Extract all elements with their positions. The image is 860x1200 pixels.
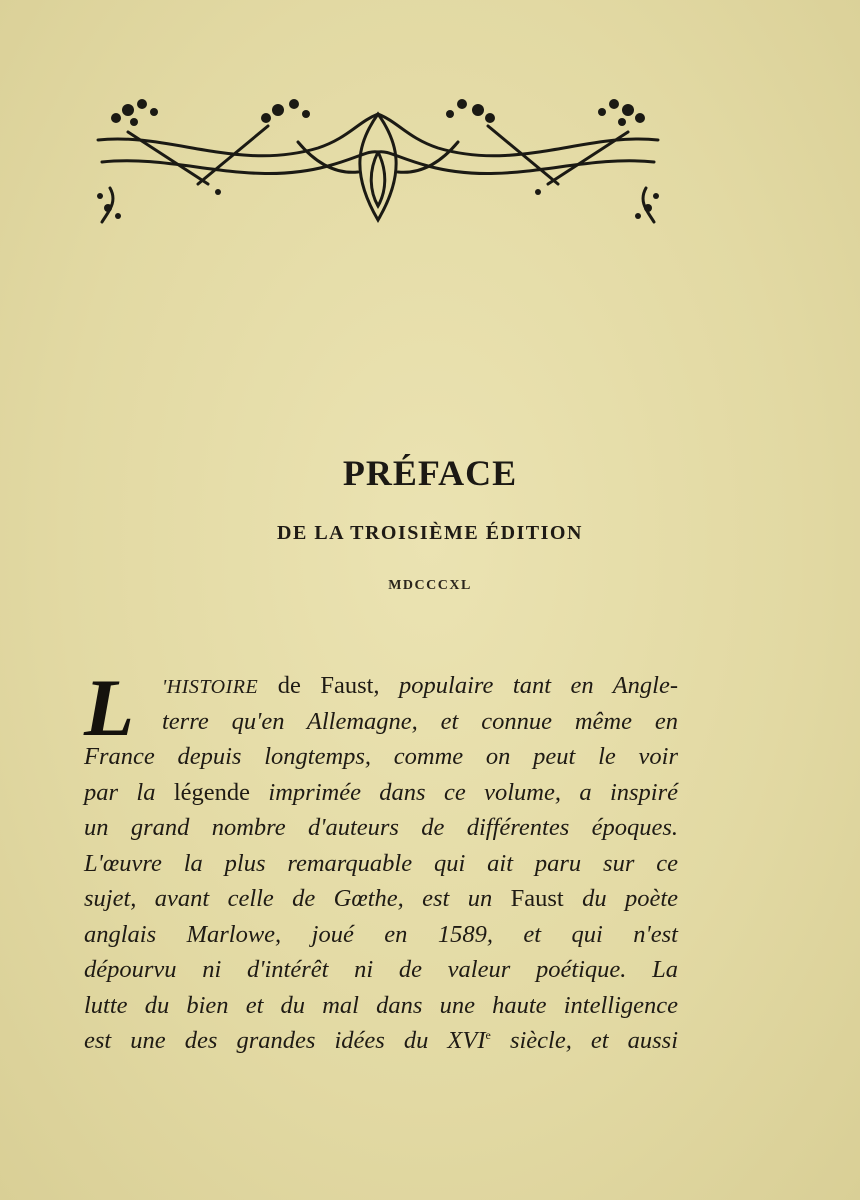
- roman-word: de: [277, 672, 301, 699]
- italic-text: imprimée dans ce volume, a inspiré: [268, 778, 679, 806]
- text-line: dépourvu ni d'intérêt ni de valeur poétique. La: [84, 956, 678, 983]
- italic-text: est une des grandes idées du XVI: [84, 1027, 486, 1054]
- italic-text: sujet, avant celle de Gœthe, est un: [84, 885, 493, 912]
- text-line: [84, 881, 678, 917]
- text-line: anglais Marlowe, joué en 1589, et qui n'est: [84, 920, 678, 948]
- roman-word: légende: [173, 778, 251, 806]
- italic-text: siècle, et aussi: [509, 1027, 679, 1054]
- preface-paragraph: [84, 662, 679, 1059]
- text-line: [84, 668, 678, 704]
- roman-word: Faust: [510, 885, 564, 912]
- text-line: [84, 775, 678, 811]
- page-subtitle: DE LA TROISIÈME ÉDITION: [277, 522, 583, 544]
- italic-text: du poète: [582, 885, 679, 912]
- edition-date: MDCCCXL: [388, 578, 472, 593]
- text-line: un grand nombre d'auteurs de différentes époques.: [84, 814, 678, 841]
- text-line: terre qu'en Allemagne, et connue même en: [162, 707, 678, 735]
- floral-headpiece-ornament: [88, 92, 668, 232]
- roman-word: Faust,: [320, 672, 380, 699]
- italic-text: populaire tant en Angle-: [399, 672, 678, 699]
- text-line: L'œuvre la plus remarquable qui ait paru sur ce: [84, 849, 678, 877]
- small-caps-word: 'HISTOIRE: [162, 676, 259, 698]
- superscript: e: [485, 1027, 491, 1042]
- text-line: [84, 1023, 678, 1059]
- text-line: France depuis longtemps, comme on peut le voir: [84, 743, 678, 770]
- italic-text: par la: [84, 778, 156, 806]
- drop-cap-letter: L: [84, 662, 135, 753]
- page-title: PRÉFACE: [342, 453, 518, 493]
- text-line: lutte du bien et du mal dans une haute intelligence: [84, 991, 678, 1019]
